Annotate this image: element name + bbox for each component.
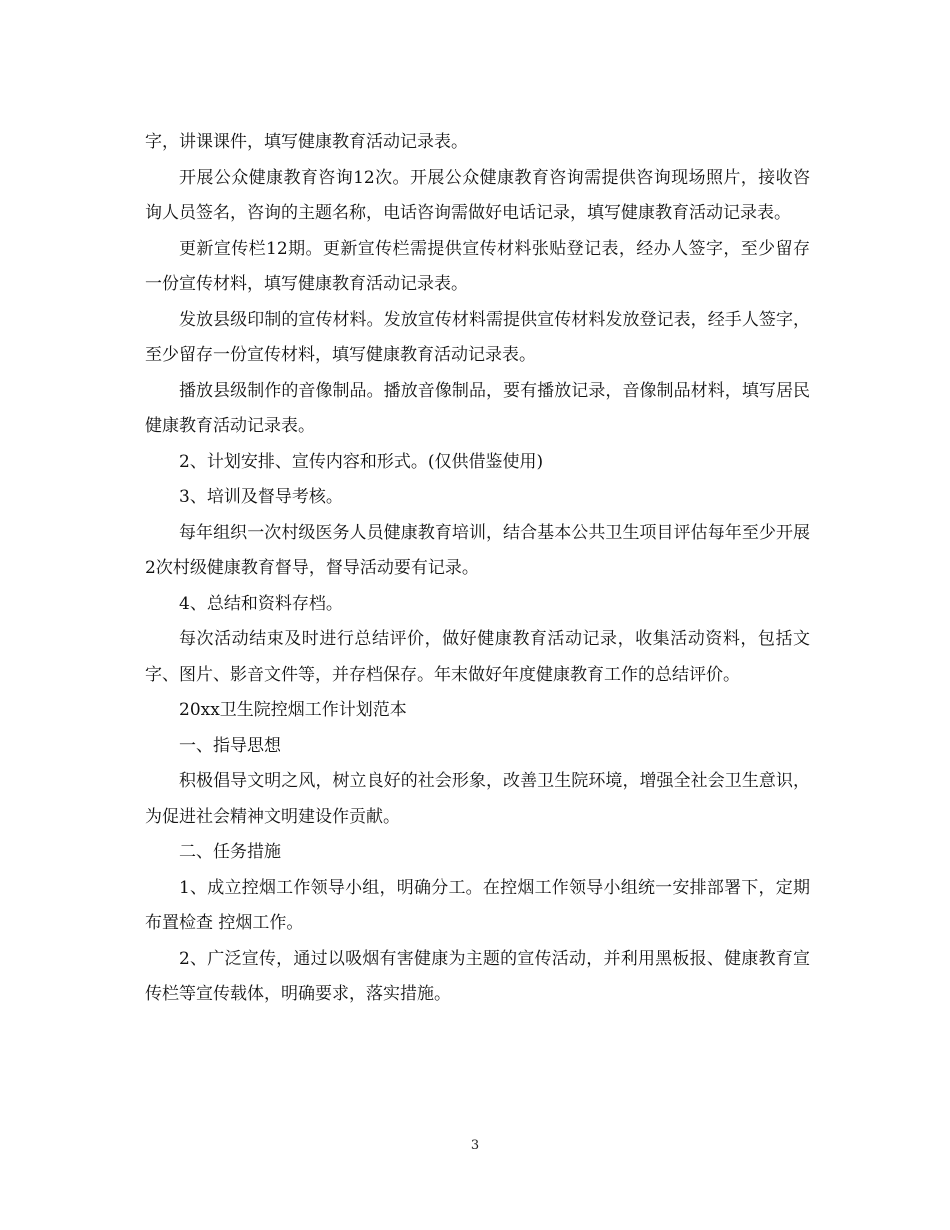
paragraph: 1、成立控烟工作领导小组，明确分工。在控烟工作领导小组统一安排部署下，定期布置检查 控烟工作。	[145, 877, 810, 933]
paragraph: 2、广泛宣传，通过以吸烟有害健康为主题的宣传活动，并利用黑板报、健康教育宣传栏等宣传载体，明确要求，落实措施。	[145, 948, 810, 1004]
paragraph: 开展公众健康教育咨询12次。开展公众健康教育咨询需提供咨询现场照片，接收咨询人员签名，咨询的主题名称，电话咨询需做好电话记录，填写健康教育活动记录表。	[145, 167, 810, 223]
page-number: 3	[470, 1138, 480, 1153]
section-item: 4、总结和资料存档。	[179, 593, 343, 614]
document-subtitle: 20xx卫生院控烟工作计划范本	[179, 700, 407, 720]
paragraph: 播放县级制作的音像制品。播放音像制品，要有播放记录，音像制品材料，填写居民健康教育活动记录表。	[145, 380, 810, 436]
section-heading: 一、指导思想	[179, 735, 281, 756]
section-item: 2、计划安排、宣传内容和形式。(仅供借鉴使用)	[179, 451, 544, 472]
paragraph: 发放县级印制的宣传材料。发放宣传材料需提供宣传材料发放登记表，经手人签字，至少留存一份宣传材料，填写健康教育活动记录表。	[145, 309, 810, 365]
paragraph: 每次活动结束及时进行总结评价，做好健康教育活动记录，收集活动资料，包括文字、图片、影音文件等，并存档保存。年末做好年度健康教育工作的总结评价。	[145, 629, 810, 685]
section-item: 3、培训及督导考核。	[179, 487, 343, 507]
paragraph: 积极倡导文明之风，树立良好的社会形象，改善卫生院环境，增强全社会卫生意识，为促进社会精神文明建设作贡献。	[145, 771, 810, 827]
paragraph: 更新宣传栏12期。更新宣传栏需提供宣传材料张贴登记表，经办人签字，至少留存一份宣传材料，填写健康教育活动记录表。	[145, 238, 810, 294]
paragraph: 字，讲课课件，填写健康教育活动记录表。	[145, 132, 468, 152]
section-heading: 二、任务措施	[179, 842, 281, 862]
document-body	[145, 125, 810, 1013]
paragraph: 每年组织一次村级医务人员健康教育培训，结合基本公共卫生项目评估每年至少开展2次村级健康教育督导，督导活动要有记录。	[145, 522, 810, 578]
